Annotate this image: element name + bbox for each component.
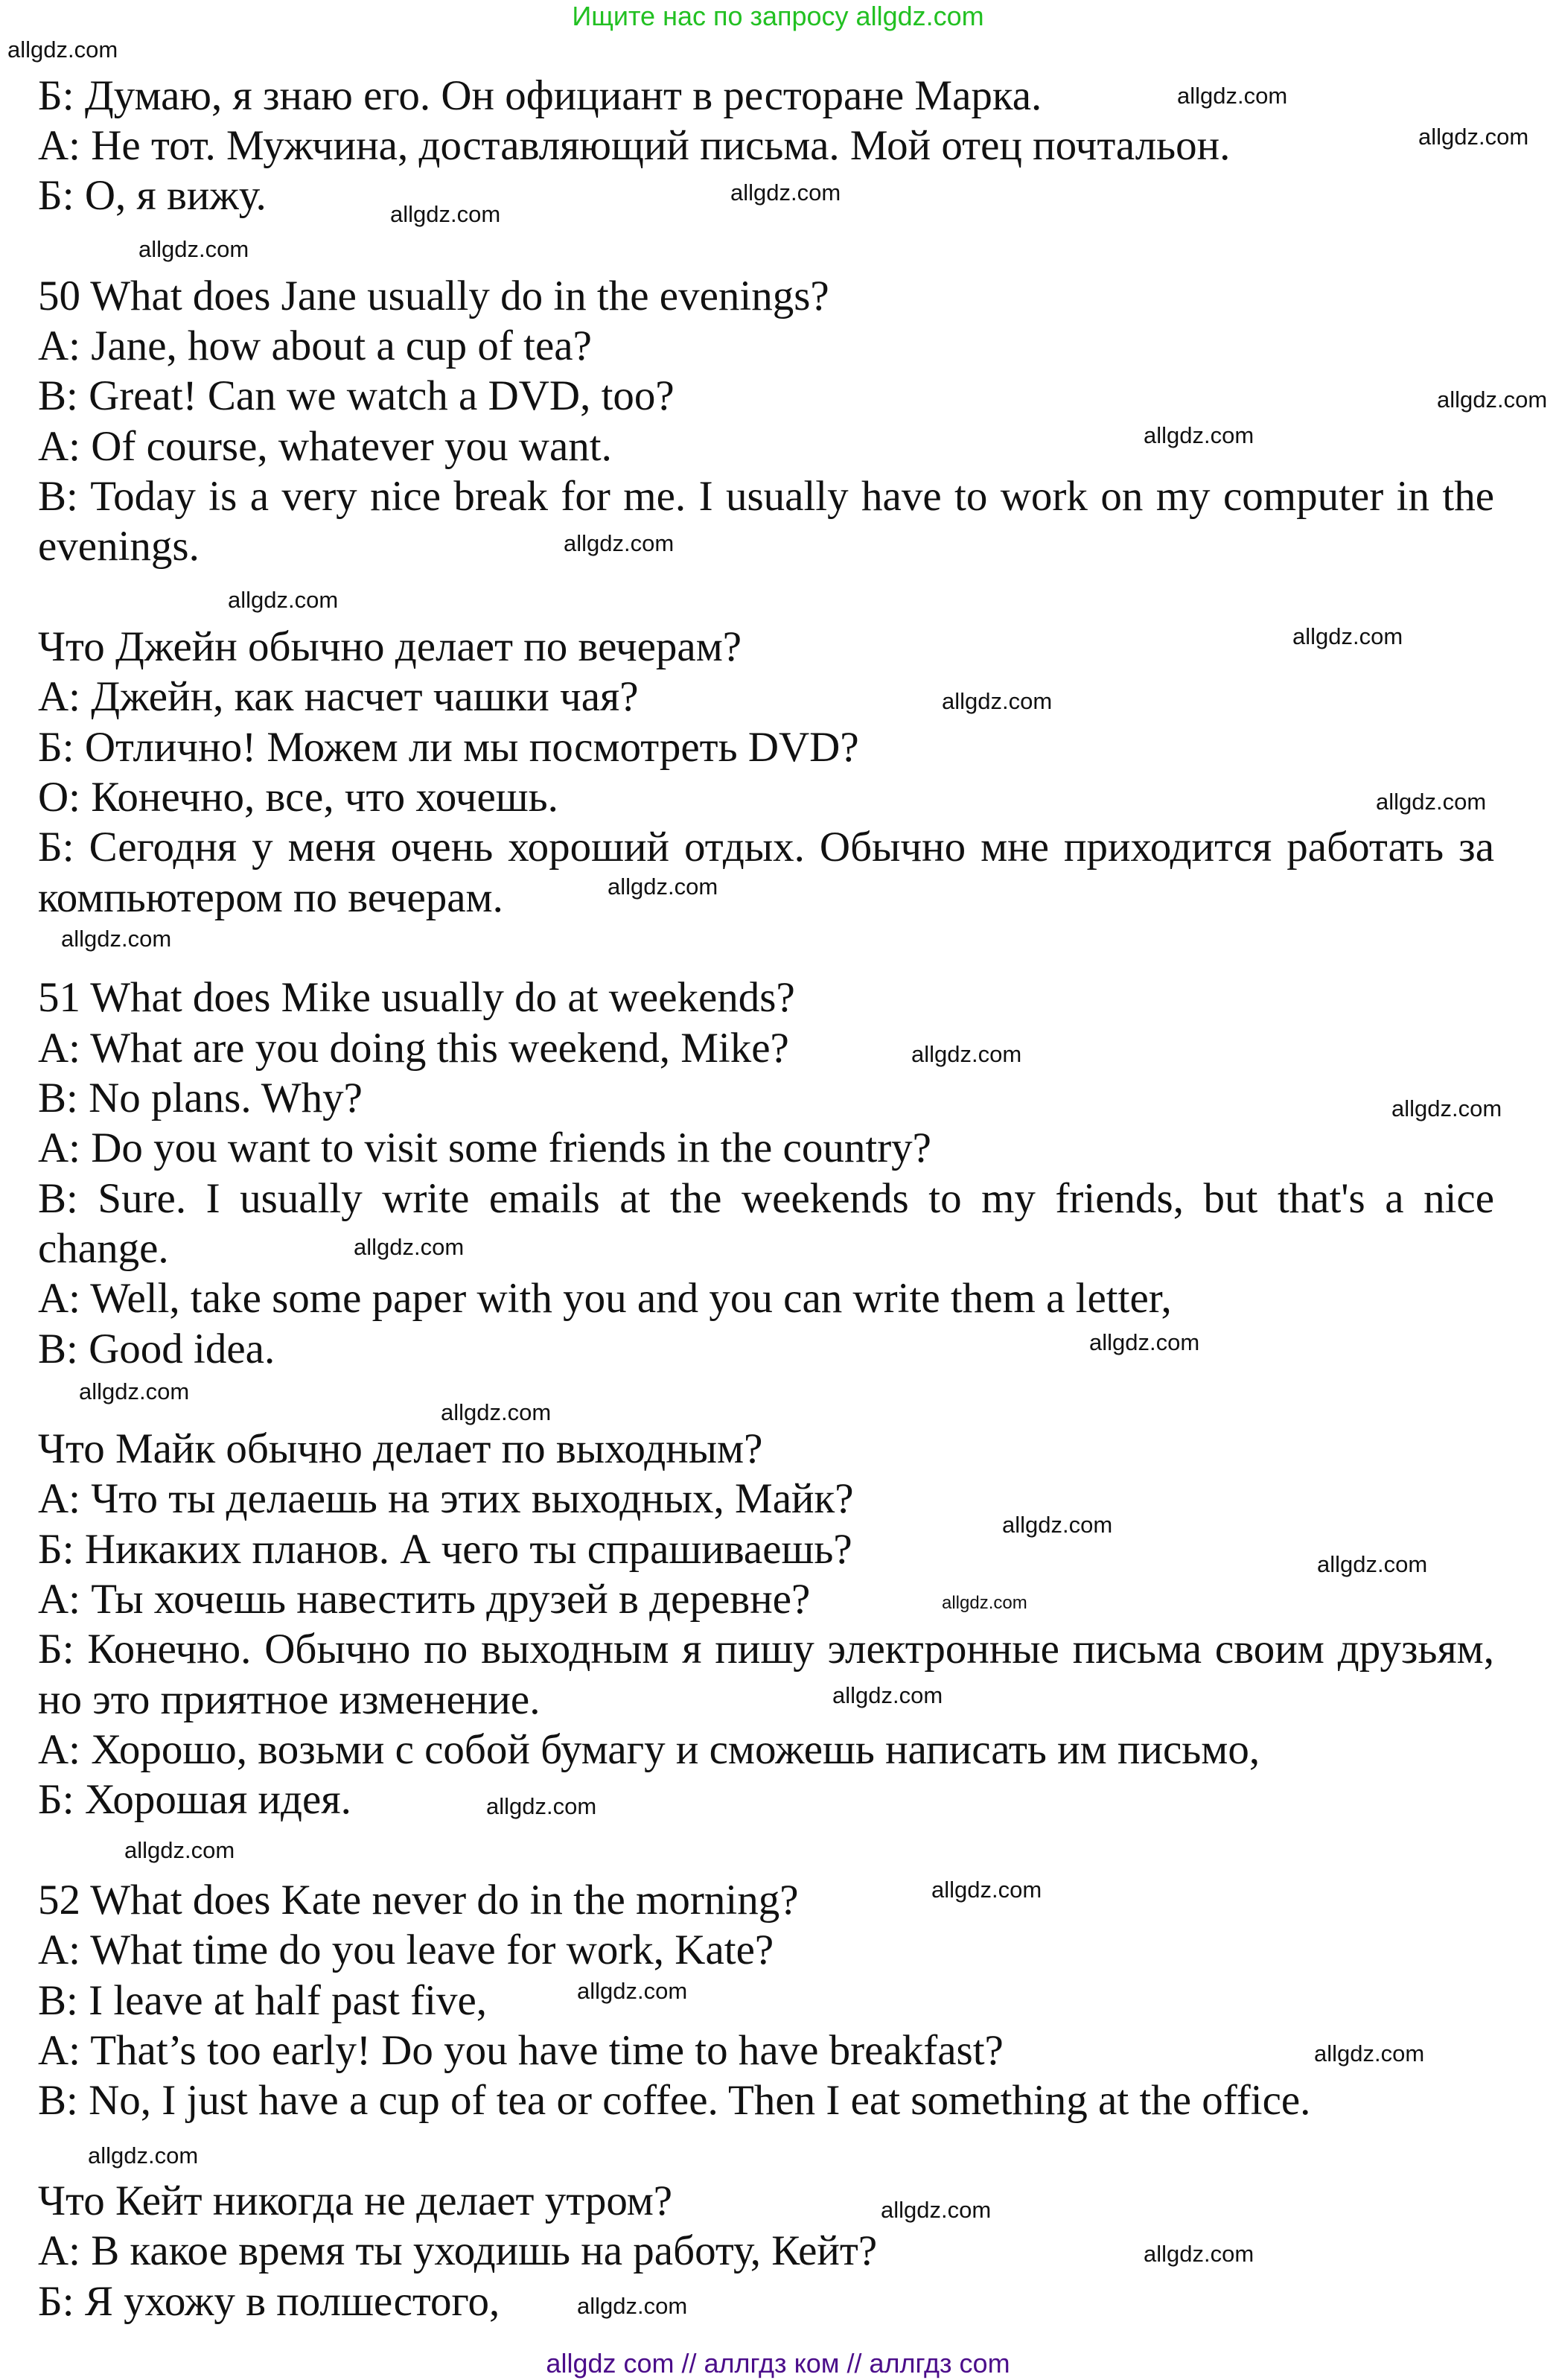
dialogue-line: А: Что ты делаешь на этих выходных, Майк? <box>38 1475 854 1522</box>
dialogue-line: Б: Сегодня у меня очень хороший отдых. Обычно мне приходится работать за <box>38 824 1494 871</box>
dialogue-line: А: Ты хочешь навестить друзей в деревне? <box>38 1576 811 1623</box>
watermark-text: allgdz.com <box>1177 83 1288 109</box>
watermark-text: allgdz.com <box>1314 2040 1425 2066</box>
dialogue-line: Б: Хорошая идея. <box>38 1776 351 1823</box>
watermark-text: allgdz.com <box>1089 1329 1200 1355</box>
watermark-text: allgdz.com <box>1144 2241 1254 2267</box>
dialogue-line: А: В какое время ты уходишь на работу, Кейт? <box>38 2227 878 2274</box>
watermark-text: allgdz.com <box>79 1378 190 1404</box>
footer-banner[interactable]: allgdz com // аллгдз ком // аллгдз com <box>546 2348 1010 2379</box>
question-heading: 52 What does Kate never do in the morning? <box>38 1877 799 1924</box>
watermark-text: allgdz.com <box>486 1793 597 1819</box>
watermark-text: allgdz.com <box>832 1682 943 1708</box>
watermark-text: allgdz.com <box>390 201 501 227</box>
dialogue-line: B: No plans. Why? <box>38 1075 363 1121</box>
dialogue-line: B: Great! Can we watch a DVD, too? <box>38 372 675 419</box>
watermark-text: allgdz.com <box>7 36 118 63</box>
dialogue-line: Б: О, я вижу. <box>38 172 267 219</box>
dialogue-line: А: Джейн, как насчет чашки чая? <box>38 673 639 720</box>
dialogue-line: B: Sure. I usually write emails at the weekends to my friends, but that's a nice <box>38 1175 1494 1222</box>
watermark-text: allgdz.com <box>1317 1551 1428 1577</box>
dialogue-line: Б: Никаких планов. А чего ты спрашиваешь? <box>38 1526 852 1573</box>
question-heading: Что Кейт никогда не делает утром? <box>38 2177 673 2224</box>
watermark-text: allgdz.com <box>577 1978 688 2004</box>
watermark-text: allgdz.com <box>88 2142 199 2169</box>
dialogue-line: Б: Конечно. Обычно по выходным я пишу электронные письма своим друзьям, <box>38 1626 1494 1673</box>
dialogue-line: change. <box>38 1225 169 1272</box>
dialogue-line: Б: Я ухожу в полшестого, <box>38 2278 500 2325</box>
dialogue-line: А: Не тот. Мужчина, доставляющий письма. Мой отец почтальон. <box>38 122 1231 169</box>
watermark-text: allgdz.com <box>608 874 718 900</box>
dialogue-line: A: Well, take some paper with you and you can write them a letter, <box>38 1275 1172 1322</box>
watermark-text: allgdz.com <box>1437 386 1548 413</box>
dialogue-line: B: Good idea. <box>38 1326 275 1372</box>
dialogue-line: Б: Думаю, я знаю его. Он официант в ресторане Марка. <box>38 72 1042 119</box>
watermark-text: allgdz.com <box>564 530 675 556</box>
watermark-text: allgdz.com <box>1376 789 1487 815</box>
watermark-text: allgdz.com <box>61 926 172 952</box>
question-heading: 50 What does Jane usually do in the evenings? <box>38 273 829 319</box>
watermark-text: allgdz.com <box>577 2293 688 2319</box>
watermark-text: allgdz.com <box>441 1399 552 1425</box>
dialogue-line: A: Of course, whatever you want. <box>38 423 612 470</box>
dialogue-line: А: Хорошо, возьми с собой бумагу и сможешь написать им письмо, <box>38 1726 1260 1773</box>
watermark-text: allgdz.com <box>931 1877 1042 1903</box>
search-banner[interactable]: Ищите нас по запросу allgdz.com <box>572 1 984 31</box>
watermark-text: allgdz.com <box>1002 1512 1113 1538</box>
dialogue-line: B: No, I just have a cup of tea or coffee. Then I eat something at the office. <box>38 2077 1311 2124</box>
question-heading: 51 What does Mike usually do at weekends? <box>38 974 795 1021</box>
watermark-text: allgdz.com <box>942 688 1053 714</box>
dialogue-line: A: Do you want to visit some friends in the country? <box>38 1124 931 1171</box>
dialogue-line: О: Конечно, все, что хочешь. <box>38 774 558 821</box>
dialogue-line: A: That’s too early! Do you have time to have breakfast? <box>38 2027 1004 2074</box>
question-heading: Что Майк обычно делает по выходным? <box>38 1425 763 1472</box>
watermark-text: allgdz.com <box>1144 422 1254 448</box>
dialogue-line: компьютером по вечерам. <box>38 874 503 921</box>
watermark-text: allgdz.com <box>138 236 249 262</box>
dialogue-line: Б: Отлично! Можем ли мы посмотреть DVD? <box>38 724 859 771</box>
watermark-text: allgdz.com <box>1292 623 1403 649</box>
watermark-text: allgdz.com <box>881 2197 992 2223</box>
watermark-text: allgdz.com <box>124 1837 235 1863</box>
dialogue-line: A: What are you doing this weekend, Mike? <box>38 1025 789 1072</box>
watermark-text: allgdz.com <box>730 179 841 206</box>
watermark-text: allgdz.com <box>1418 124 1529 150</box>
dialogue-line: B: I leave at half past five, <box>38 1977 488 2024</box>
watermark-text: allgdz.com <box>911 1041 1022 1067</box>
question-heading: Что Джейн обычно делает по вечерам? <box>38 623 742 670</box>
dialogue-line: B: Today is a very nice break for me. I usually have to work on my computer in the <box>38 473 1494 520</box>
watermark-text: allgdz.com <box>942 1593 1027 1613</box>
dialogue-line: evenings. <box>38 523 200 570</box>
dialogue-line: A: Jane, how about a cup of tea? <box>38 322 592 369</box>
dialogue-line: A: What time do you leave for work, Kate? <box>38 1926 774 1973</box>
watermark-text: allgdz.com <box>1391 1095 1502 1121</box>
watermark-text: allgdz.com <box>228 587 339 613</box>
dialogue-line: но это приятное изменение. <box>38 1676 541 1723</box>
watermark-text: allgdz.com <box>354 1234 465 1260</box>
